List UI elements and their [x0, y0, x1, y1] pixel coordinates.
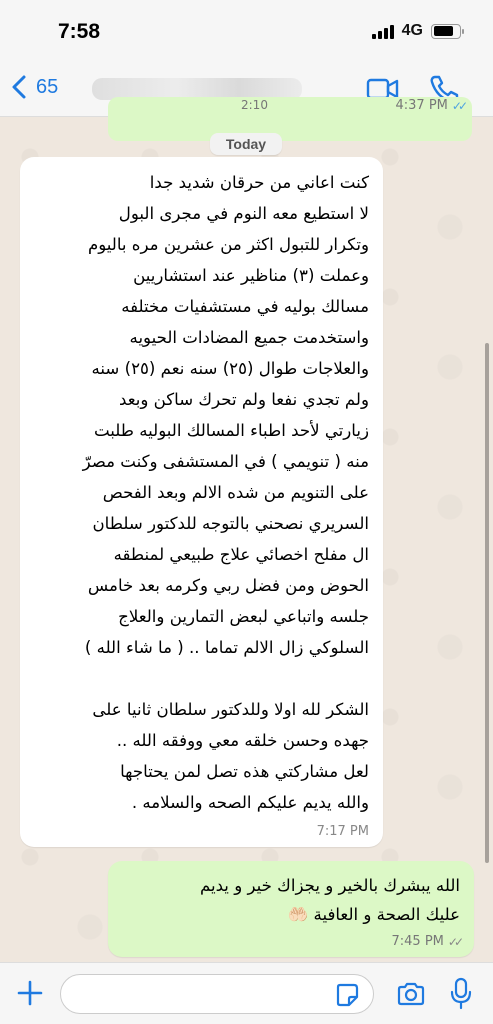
- back-button[interactable]: [10, 74, 58, 100]
- network-type: 4G: [401, 22, 423, 39]
- message-input[interactable]: [60, 974, 374, 1014]
- incoming-message-text: كنت اعاني من حرقان شديد جدا لا استطيع معه النوم في مجرى البول وتكرار للتبول اكثر من عشرين مره باليوم وعملت (٣) مناظير عند استشاريين مسالك بوليه في مستشفيات مختلفه واستخدمت جميع المضادات الحيويه والعلاجات طوال (٢٥) سنه نعم (٢٥) سنه ولم تجدي نفعا ولم تحرك ساكن وبعد زيارتي لأحد اطباء المسالك البوليه طلبت منه ( تنويمي ) في المستشفى وكنت مصرّ على التنويم من شده الالم وبعد الفحص السريري نصحني بالتوجه للدكتور سلطان ال مفلح اخصائي علاج طبيعي لمنطقه الحوض ومن فضل ربي وكرمه بعد خامس جلسه واتباعي لبعض التمارين والعلاج السلوكي زال الالم تماما .. ( ما شاء الله ) الشكر لله اولا وللدكتور سلطان ثانيا على جهده وحسن خلقه معي ووفقه الله .. لعل مشاركتي هذه تصل لمن يحتاجها والله يديم عليكم الصحه والسلامه .: [82, 173, 369, 812]
- sticker-icon[interactable]: [334, 982, 360, 1008]
- read-ticks-icon: ✓✓: [451, 98, 464, 113]
- message-time: [396, 98, 465, 113]
- signal-icon: [372, 23, 394, 39]
- status-indicators: [372, 22, 461, 40]
- microphone-icon[interactable]: [449, 977, 473, 1011]
- chevron-left-icon: [10, 74, 28, 100]
- outgoing-message-bubble[interactable]: [108, 861, 474, 957]
- date-separator: Today: [210, 133, 282, 155]
- outgoing-message-time: 7:45 PM: [391, 934, 444, 949]
- chat-area[interactable]: [0, 98, 493, 962]
- status-time: 7:58: [58, 20, 101, 43]
- delivered-ticks-icon: ✓✓: [447, 934, 460, 949]
- outgoing-message-meta: [392, 934, 461, 949]
- message-input-bar: [0, 962, 493, 1024]
- chat-scrollbar[interactable]: [485, 343, 489, 863]
- plus-icon[interactable]: [16, 979, 44, 1007]
- status-bar: [0, 0, 493, 62]
- voice-duration: 2:10: [241, 98, 268, 112]
- message-timestamp: 4:37 PM: [395, 98, 448, 113]
- previous-voice-message[interactable]: [108, 97, 472, 141]
- battery-icon: [431, 24, 461, 39]
- camera-icon[interactable]: [396, 981, 426, 1007]
- outgoing-message-text: الله يبشرك بالخير و يجزاك خير و يديم عليك الصحة و العافية 🤲🏻: [199, 876, 460, 924]
- incoming-message-bubble[interactable]: [20, 157, 383, 847]
- unread-count: 65: [36, 75, 59, 98]
- incoming-message-time: 7:17 PM: [316, 824, 369, 839]
